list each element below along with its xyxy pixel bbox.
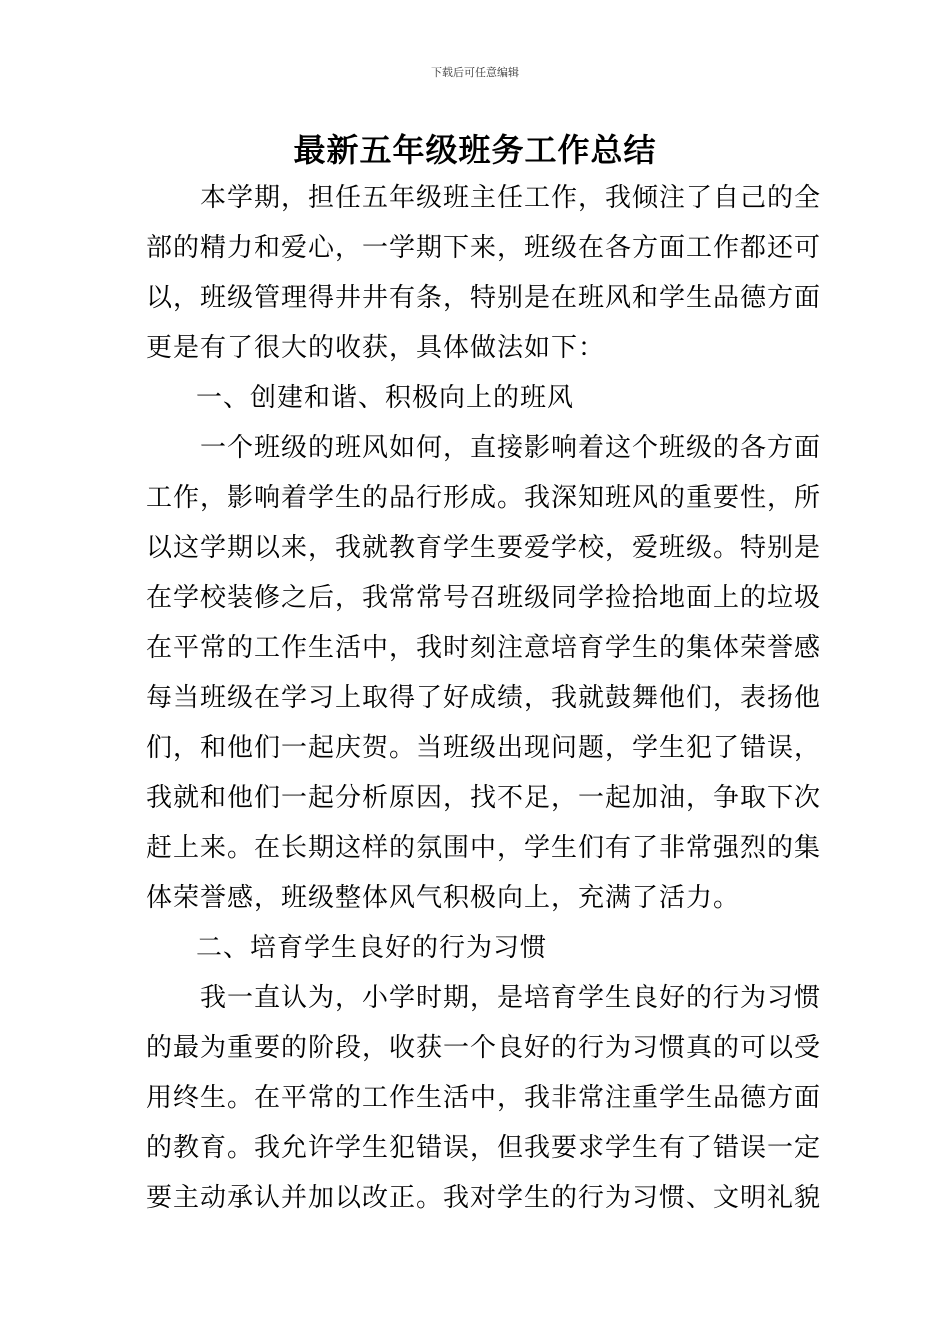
header-note: 下载后可任意编辑 [431, 66, 519, 79]
section-heading: 一、创建和谐、积极向上的班风 [196, 383, 575, 413]
paragraph-line: 我一直认为，小学时期，是培育学生良好的行为习惯 [200, 983, 822, 1013]
paragraph-line: 的最为重要的阶段，收获一个良好的行为习惯真的可以受 [146, 1033, 822, 1063]
paragraph-line: 部的精力和爱心，一学期下来，班级在各方面工作都还可 [146, 233, 822, 263]
paragraph-line: 工作，影响着学生的品行形成。我深知班风的重要性，所 [146, 483, 822, 513]
paragraph-line: 我就和他们一起分析原因，找不足，一起加油，争取下次 [146, 783, 822, 813]
paragraph-line: 每当班级在学习上取得了好成绩，我就鼓舞他们，表扬他 [146, 683, 822, 713]
section-heading: 二、培育学生良好的行为习惯 [196, 933, 548, 963]
paragraph-line: 一个班级的班风如何，直接影响着这个班级的各方面 [200, 433, 822, 463]
paragraph-line: 以，班级管理得井井有条，特别是在班风和学生品德方面 [146, 283, 822, 313]
paragraph-line: 体荣誉感，班级整体风气积极向上，充满了活力。 [146, 883, 741, 913]
paragraph-line: 的教育。我允许学生犯错误，但我要求学生有了错误一定 [146, 1133, 822, 1163]
document-title: 最新五年级班务工作总结 [293, 131, 657, 169]
paragraph-line: 赶上来。在长期这样的氛围中，学生们有了非常强烈的集 [146, 833, 822, 863]
paragraph-line: 在平常的工作生活中，我时刻注意培育学生的集体荣誉感 [146, 633, 822, 663]
paragraph-line: 更是有了很大的收获，具体做法如下： [146, 333, 606, 363]
paragraph-line: 本学期，担任五年级班主任工作，我倾注了自己的全 [200, 183, 822, 213]
paragraph-line: 以这学期以来，我就教育学生要爱学校，爱班级。特别是 [146, 533, 822, 563]
paragraph-line: 在学校装修之后，我常常号召班级同学捡拾地面上的垃圾 [146, 583, 822, 613]
paragraph-line: 用终生。在平常的工作生活中，我非常注重学生品德方面 [146, 1083, 822, 1113]
paragraph-line: 要主动承认并加以改正。我对学生的行为习惯、文明礼貌 [146, 1183, 822, 1213]
paragraph-line: 们，和他们一起庆贺。当班级出现问题，学生犯了错误， [146, 733, 822, 763]
